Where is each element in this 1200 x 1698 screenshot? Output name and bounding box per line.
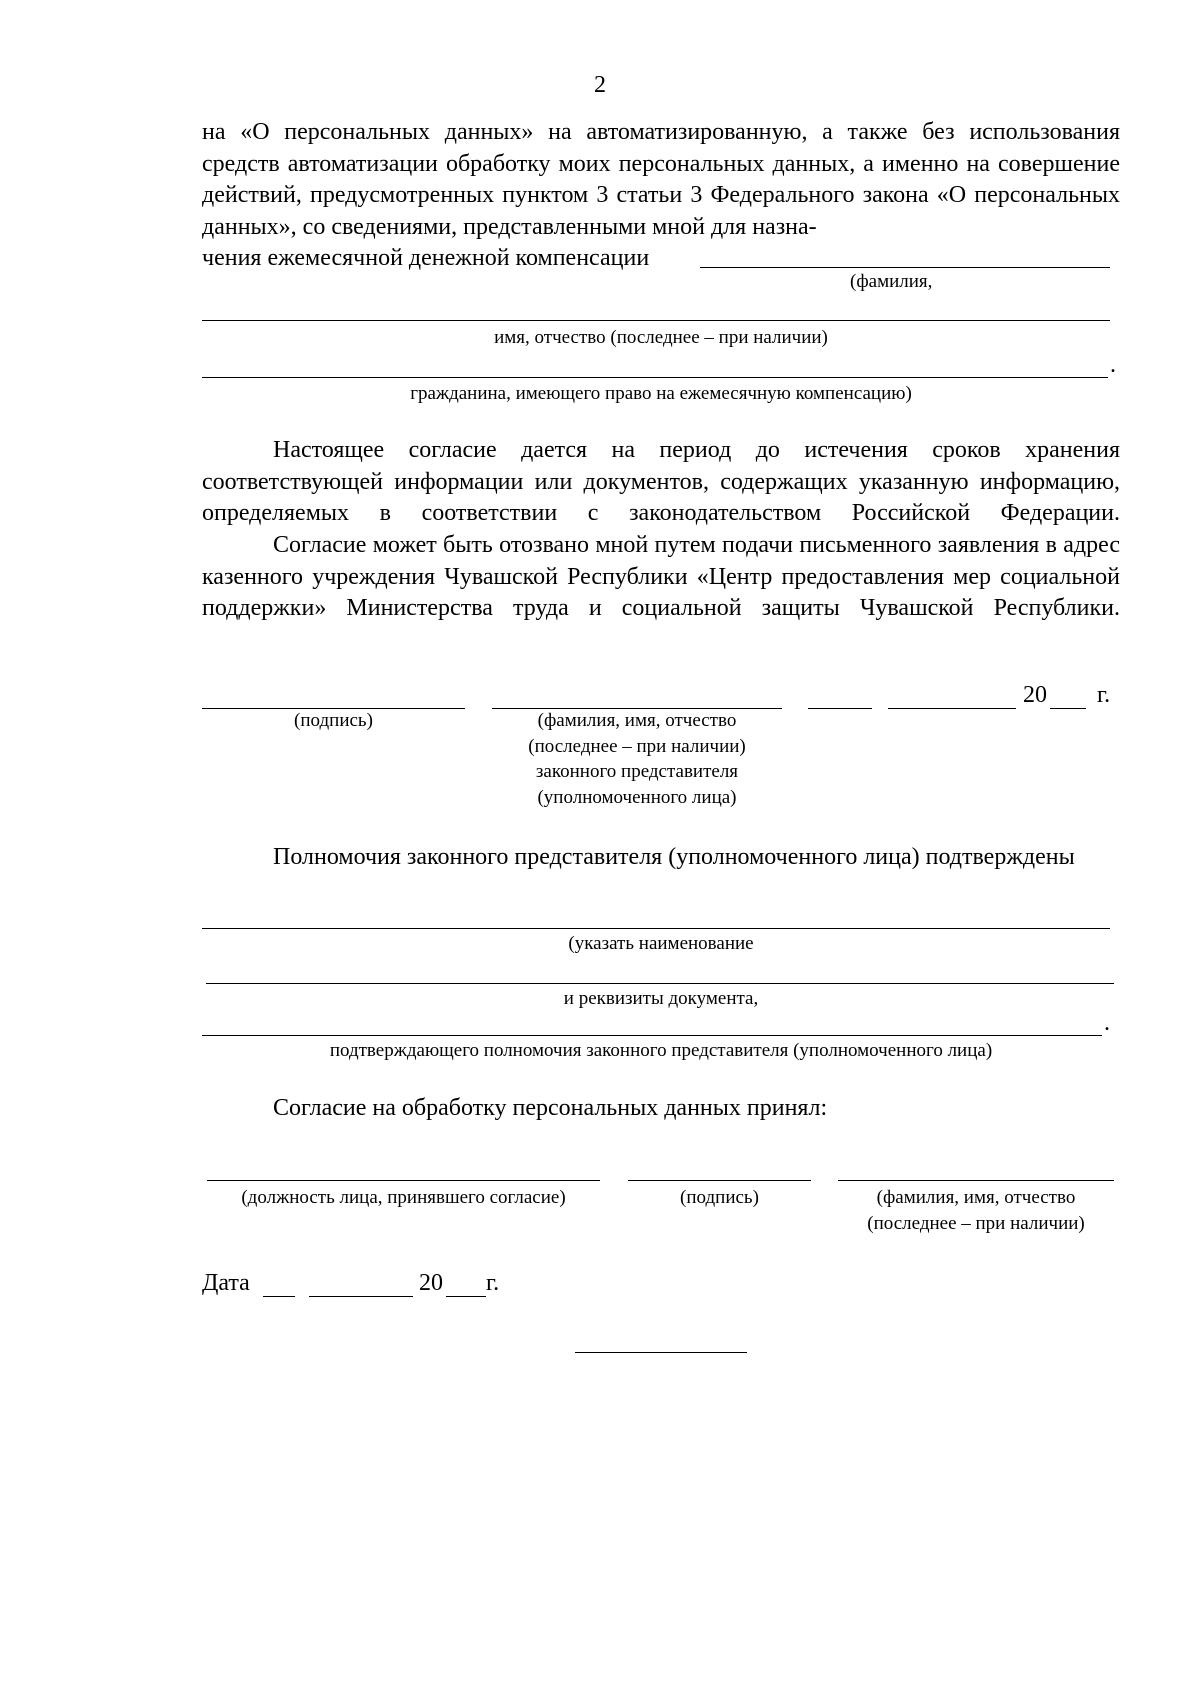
citizen-caption: гражданина, имеющего право на ежемесячную компенсацию) (410, 383, 912, 404)
month-field[interactable] (888, 708, 1016, 709)
authority-paragraph: Полномочия законного представителя (уполномоченного лица) подтверждены (273, 844, 1075, 870)
year-field[interactable] (1050, 708, 1086, 709)
position-caption: (должность лица, принявшего согласие) (241, 1187, 566, 1208)
date-year-suffix: г. (486, 1270, 500, 1296)
date-label: Дата (202, 1270, 250, 1296)
surname-caption: (фамилия, (850, 271, 933, 292)
authority-document-field-3[interactable] (202, 1035, 1102, 1036)
authority-document-field-1[interactable] (202, 928, 1110, 929)
accepting-name-caption-line-1: (фамилия, имя, отчество (876, 1187, 1076, 1208)
citizen-name-field-2[interactable] (202, 377, 1108, 378)
representative-caption-line-2: (последнее – при наличии) (528, 736, 746, 757)
date-day-field[interactable] (263, 1296, 295, 1297)
compensation-name-field[interactable] (700, 267, 1110, 268)
authority-field-period: . (1104, 1010, 1110, 1036)
accepting-signature-caption: (подпись) (680, 1187, 759, 1208)
representative-caption-line-4: (уполномоченного лица) (537, 787, 737, 808)
consent-paragraph-1-text: на «О персональных данных» на автоматизированную, а также без использования средств автоматизации обработку моих персональных данных, а именно на совершение действий, предусмотренных пунктом 3 статьи 3 Федерального закона «О персональных данных», со сведениями, представленными мной для назна- (202, 119, 1120, 240)
closing-divider (575, 1352, 747, 1353)
accepting-name-caption-line-2: (последнее – при наличии) (867, 1213, 1085, 1234)
accepting-position-field[interactable] (207, 1180, 600, 1181)
authority-caption-1: (указать наименование (568, 933, 754, 954)
representative-caption-line-1: (фамилия, имя, отчество (537, 710, 737, 731)
year-suffix: г. (1097, 682, 1111, 708)
signature-caption: (подпись) (294, 710, 373, 731)
date-year-field[interactable] (446, 1296, 486, 1297)
consent-period-paragraph: Настоящее согласие дается на период до истечения сроков хранения соответствующей информации или документов, содержащих указанную информацию, определяемых в соответствии с законодательством Российской Федерации. (202, 437, 1120, 526)
authority-document-field-2[interactable] (206, 983, 1114, 984)
year-prefix: 20 (1023, 682, 1047, 708)
consent-withdrawal-paragraph: Согласие может быть отозвано мной путем подачи письменного заявления в адрес казенного учреждения Чувашской Республики «Центр предоставления мер социальной поддержки» Министерства труда и социальной защиты Чувашской Республики. (202, 532, 1120, 621)
citizen-field-period: . (1110, 352, 1116, 378)
citizen-name-field[interactable] (202, 320, 1110, 321)
consent-paragraph-1-last-line: чения ежемесячной денежной компенсации (202, 245, 650, 271)
name-caption: имя, отчество (последнее – при наличии) (494, 327, 828, 348)
consent-paragraph-1 (202, 117, 1120, 243)
authority-caption-2: и реквизиты документа, (563, 988, 759, 1009)
day-field[interactable] (808, 708, 872, 709)
representative-caption-line-3: законного представителя (535, 761, 739, 782)
accepting-signature-field[interactable] (628, 1180, 811, 1181)
page-number: 2 (594, 72, 606, 98)
authority-caption-3: подтверждающего полномочия законного представителя (уполномоченного лица) (329, 1040, 993, 1061)
date-year-prefix: 20 (419, 1270, 443, 1296)
accepted-text: Согласие на обработку персональных данных принял: (273, 1095, 828, 1121)
accepting-name-field[interactable] (838, 1180, 1114, 1181)
date-month-field[interactable] (309, 1296, 413, 1297)
